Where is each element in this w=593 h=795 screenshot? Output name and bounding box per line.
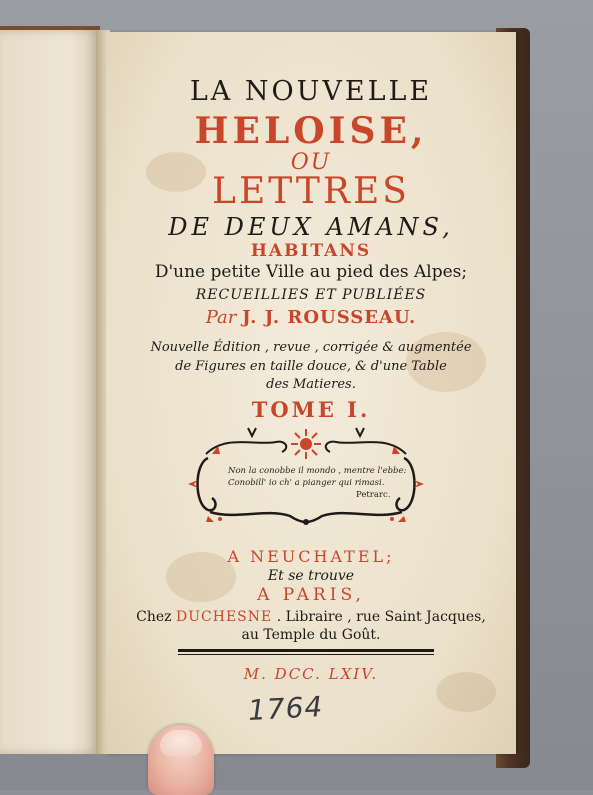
publisher-address: . Libraire , rue Saint Jacques, [276,609,486,625]
publisher-prefix: Chez [136,609,172,625]
sunburst-ornament [291,429,321,459]
title-line-lettres: LETTRES [212,171,410,212]
double-rule-top [178,649,434,652]
left-page [0,30,100,754]
title-line-ou: OU [290,150,332,175]
imprint-et-se-trouve: Et se trouve [267,568,355,584]
epigraph-line-1: Non la conobbe il mondo , mentre l'ebbe: [228,466,407,476]
volume-label: TOME I. [251,397,371,422]
title-line-de-deux-amans: DE DEUX AMANS, [168,213,454,241]
epigraph-author: Petrarc. [356,490,391,500]
edition-line-2: de Figures en taille douce, & d'une Table [175,359,447,374]
double-rule-bottom [178,654,434,655]
edition-line-1: Nouvelle Édition , revue , corrigée & augmentée [150,340,472,355]
title-line-habitans: HABITANS [250,241,372,261]
author-name: J. J. ROUSSEAU. [242,307,417,328]
title-line-la-nouvelle: LA NOUVELLE [189,76,433,107]
title-line-recueillies: RECUEILLIES ET PUBLIÉES [195,287,427,303]
epigraph-line-2: Conobill' io ch' a pianger qui rimasi. [228,478,385,488]
title-line-petite-ville: D'une petite Ville au pied des Alpes; [154,262,468,282]
imprint-paris: A PARIS, [257,585,365,605]
title-line-heloise: HELOISE, [194,110,428,152]
author-prefix: Par [205,307,237,328]
publisher-name: DUCHESNE [176,609,273,625]
author-line [106,309,516,327]
edition-line-3: des Matieres. [266,377,356,392]
publication-date: M. DCC. LXIV. [243,665,379,683]
imprint-neuchatel: A NEUCHATEL; [227,547,395,566]
frame-left [198,458,216,510]
imprint-temple-du-gout: au Temple du Goût. [241,627,381,643]
thumbnail [160,730,202,756]
imprint-publisher-line [106,610,516,624]
handwritten-year: 1764 [247,690,325,727]
